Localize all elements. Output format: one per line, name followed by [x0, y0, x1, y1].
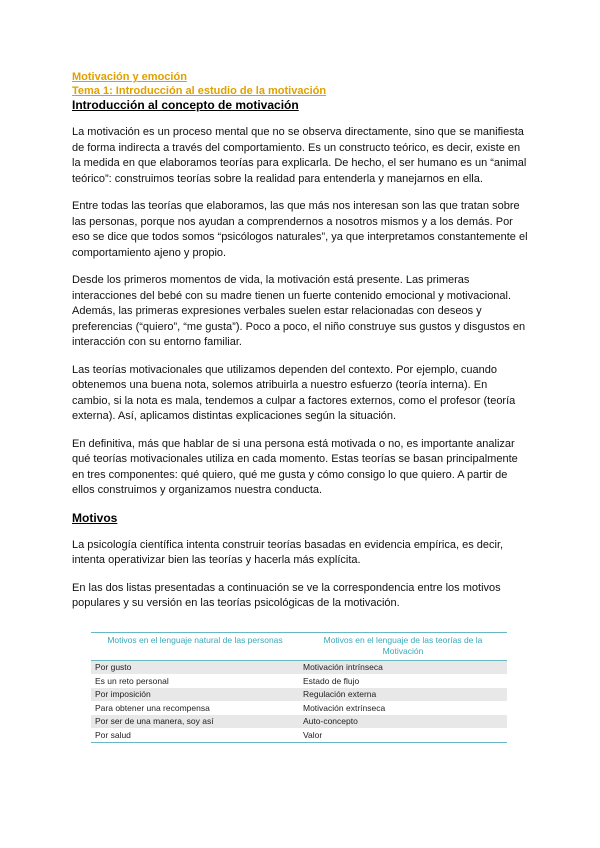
- table-row: [91, 660, 507, 674]
- paragraph: La psicología científica intenta construir teorías basadas en evidencia empírica, es decir, intenta operativizar bien las teorías y hacerla más explícita.: [72, 538, 504, 566]
- table-cell: Por ser de una manera, soy así: [91, 715, 299, 729]
- table-cell: Por salud: [91, 728, 299, 742]
- table-cell: Para obtener una recompensa: [95, 702, 210, 713]
- table-cell: Estado de flujo: [303, 675, 360, 686]
- section-title-motivos: Motivos: [72, 510, 118, 525]
- motives-table: [91, 632, 507, 743]
- table-cell: Regulación externa: [299, 688, 507, 702]
- table-row: [91, 728, 507, 742]
- topic-title: Tema 1: Introducción al estudio de la motivación: [72, 85, 327, 97]
- table-row: [91, 674, 507, 688]
- paragraph: La motivación es un proceso mental que no se observa directamente, sino que se manifiesta de forma indirecta a través del comportamiento. Es un constructo teórico, es decir, existe en la medida en que elaboramos teorías para explicarla. De hecho, el ser humano es un “animal teórico”: construimos teorías sobre la realidad para entenderla y manejarnos en ella.: [72, 126, 527, 185]
- course-title: Motivación y emoción: [72, 71, 187, 83]
- table-row: [91, 688, 507, 702]
- table-header-row: [91, 632, 507, 660]
- table-cell: Auto-concepto: [299, 715, 507, 729]
- table-cell: Es un reto personal: [95, 675, 169, 686]
- paragraph: En definitiva, más que hablar de si una persona está motivada o no, es importante analizar qué teorías motivacionales utiliza en cada momento. Estas teorías se basan principalmente en tres componentes: qué quiero, qué me gusta y cómo consigo lo que quiero. A partir de ellos construimos y organizamos nuestra conducta.: [72, 437, 518, 496]
- table-header-natural: Motivos en el lenguaje natural de las personas: [91, 632, 299, 660]
- motives-table-wrapper: [91, 632, 507, 743]
- table-row: [91, 715, 507, 729]
- table-cell: Por gusto: [91, 660, 299, 674]
- table-cell: Motivación intrínseca: [299, 660, 507, 674]
- section-title-intro: Introducción al concepto de motivación: [72, 98, 299, 112]
- paragraph: En las dos listas presentadas a continuación se ve la correspondencia entre los motivos populares y su versión en las teorías psicológicas de la motivación.: [72, 581, 501, 609]
- document-content: [72, 70, 528, 743]
- table-header-theory: Motivos en el lenguaje de las teorías de la Motivación: [299, 632, 507, 660]
- paragraph: Entre todas las teorías que elaboramos, las que más nos interesan son las que tratan sobre las personas, porque nos ayudan a comprendernos a nosotros mismos y a los demás. Por eso se dice que todos somos “psicólogos naturales”, ya que interpretamos constantemente el comportamiento ajeno y propio.: [72, 200, 528, 259]
- paragraph: Desde los primeros momentos de vida, la motivación está presente. Las primeras interacciones del bebé con su madre tienen un fuerte contenido emocional y motivacional. Además, las primeras expresiones verbales suelen estar relacionadas con deseos y preferencias (“quiero”, “me gusta”). Poco a poco, el niño construye sus gustos y disgustos en interacción con su entorno familiar.: [72, 274, 526, 348]
- table-cell: Por imposición: [91, 688, 299, 702]
- paragraph: Las teorías motivacionales que utilizamos dependen del contexto. Por ejemplo, cuando obtenemos una buena nota, solemos atribuirla a nuestro esfuerzo (teoría interna). En cambio, si la nota es mala, tendemos a culpar a factores externos, como el profesor (teoría externa). Así, aplicamos distintas explicaciones según la situación.: [72, 363, 516, 422]
- table-cell: Motivación extrínseca: [303, 702, 386, 713]
- table-row: [91, 701, 507, 715]
- table-cell: Valor: [299, 728, 507, 742]
